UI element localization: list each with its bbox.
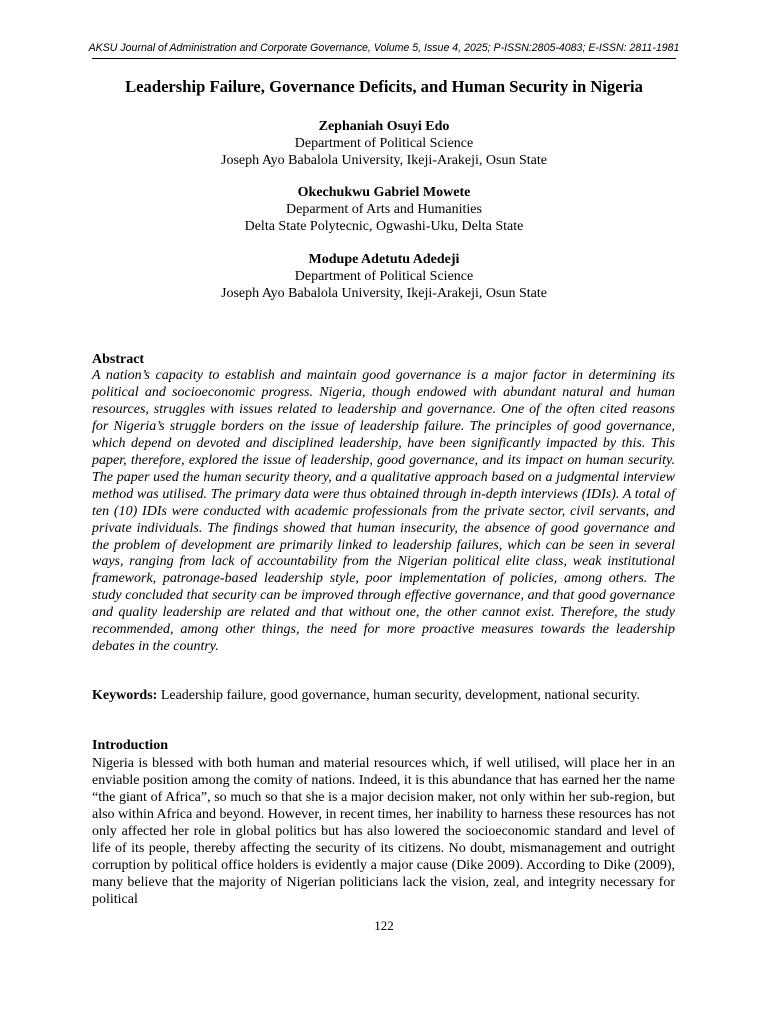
keywords-paragraph [92,687,675,704]
introduction-text: Nigeria is blessed with both human and material resources which, if well utilised, will place her in an enviable position among the comity of nations. Indeed, it is this abundance that has earned her the name “the giant of Africa”, so much so that she is a major decision maker, not only within her sub-region, but also within Africa and beyond. However, in recent times, her inability to harness these resources has not only affected her role in global politics but has also lowered the socioeconomic standard and level of life of its people, thereby affecting the security of its citizens. No doubt, mismanagement and outright corruption by political office holders is evidently a major cause (Dike 2009). According to Dike (2009), many believe that the majority of Nigerian politicians lack the vision, zeal, and integrity necessary for political [92,756,675,907]
author-department: Department of Political Science [294,136,474,151]
author-institution: Joseph Ayo Babalola University, Ikeji-Arakeji, Osun State [221,286,547,301]
author-block-3 [0,251,768,302]
author-name: Okechukwu Gabriel Mowete [297,185,471,200]
author-institution: Joseph Ayo Babalola University, Ikeji-Arakeji, Osun State [221,153,547,168]
author-institution: Delta State Polytecnic, Ogwashi-Uku, Delta State [244,219,524,234]
journal-header: AKSU Journal of Administration and Corporate Governance, Volume 5, Issue 4, 2025; P-ISSN:2805-4083; E-ISSN: 2811-1981 [88,42,680,54]
author-name: Zephaniah Osuyi Edo [318,119,450,134]
author-block-1 [0,118,768,169]
author-name: Modupe Adetutu Adedeji [308,252,460,267]
abstract-heading: Abstract [92,352,145,367]
keywords-label: Keywords: [92,688,158,703]
keywords-text: Leadership failure, good governance, human security, development, national security. [160,688,640,703]
author-department: Department of Political Science [294,269,474,284]
header-rule [92,58,676,59]
abstract-text: A nation’s capacity to establish and maintain good governance is a major factor in determining its political and socioeconomic progress. Nigeria, though endowed with abundant natural and human resources, struggles with issues related to leadership and governance. One of the often cited reasons for Nigeria’s struggle borders on the issue of leadership failure. The principles of good governance, which depend on devoted and disciplined leadership, have been significantly impacted by this. This paper, therefore, explored the issue of leadership, good governance, and its impact on human security. The paper used the human security theory, and a qualitative approach based on a judgmental interview method was utilised. The primary data were thus obtained through in-depth interviews (IDIs). A total of ten (10) IDIs were conducted with academic professionals from the private sector, civil servants, and private individuals. The findings showed that human insecurity, the absence of good governance and the problem of development are primarily linked to leadership failures, which can be seen in several ways, ranging from lack of accountability from the Nigerian political elite class, weak institutional framework, patronage-based leadership style, poor implementation of policies, among others. The study concluded that security can be improved through effective governance, and that good governance and quality leadership are related and that without one, the other cannot exist. Therefore, the study recommended, among other things, the need for more proactive measures towards the leadership debates in the country. [92,368,675,655]
author-department: Deparment of Arts and Humanities [286,202,482,217]
paper-title: Leadership Failure, Governance Deficits, and Human Security in Nigeria [125,77,643,96]
author-block-2 [0,184,768,235]
introduction-heading: Introduction [92,738,168,753]
page-number: 122 [374,918,394,933]
